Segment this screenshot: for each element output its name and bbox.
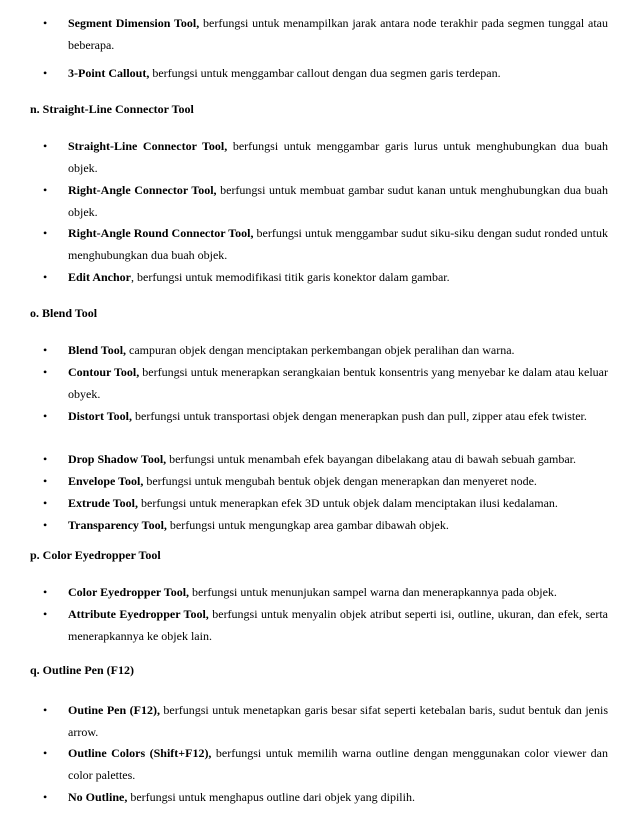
item-description: berfungsi untuk menghapus outline dari objek yang dipilih.: [127, 790, 415, 804]
item-term: Right-Angle Round Connector Tool,: [68, 226, 254, 240]
list-item: [68, 492, 608, 514]
item-term: Right-Angle Connector Tool,: [68, 183, 217, 197]
list-item: [68, 135, 608, 179]
item-term: Blend Tool,: [68, 343, 127, 357]
item-description: berfungsi untuk mengubah bentuk objek dengan menerapkan dan menyeret node.: [143, 474, 537, 488]
list-item: [68, 361, 608, 405]
item-term: Color Eyedropper Tool,: [68, 585, 190, 599]
item-description: campuran objek dengan menciptakan perkembangan objek peralihan dan warna.: [126, 343, 515, 357]
item-description: berfungsi untuk memilih warna outline dengan menggunakan color viewer dan color palettes.: [68, 746, 608, 782]
item-description: berfungsi untuk menunjukan sampel warna dan menerapkannya pada objek.: [189, 585, 557, 599]
list-item: [68, 339, 608, 361]
item-term: Attribute Eyedropper Tool,: [68, 607, 209, 621]
list-item: [68, 266, 608, 288]
item-description: berfungsi untuk menggambar callout dengan dua segmen garis terdepan.: [149, 66, 501, 80]
list-item: [68, 470, 608, 492]
item-description: berfungsi untuk menerapkan serangkaian bentuk konsentris yang menyebar ke dalam atau keluar obyek.: [68, 365, 608, 401]
list-item: [68, 222, 608, 266]
item-term: Edit Anchor: [68, 270, 132, 284]
item-description: , berfungsi untuk memodifikasi titik garis konektor dalam gambar.: [131, 270, 450, 284]
item-description: berfungsi untuk menggambar garis lurus untuk menghubungkan dua buah objek.: [68, 139, 608, 175]
item-term: Segment Dimension Tool,: [68, 16, 200, 30]
list-item: [68, 12, 608, 56]
item-description: berfungsi untuk mengungkap area gambar dibawah objek.: [166, 518, 449, 532]
section-heading: p. Color Eyedropper Tool: [30, 548, 161, 562]
list-item: [68, 603, 608, 647]
item-term: Distort Tool,: [68, 409, 133, 423]
list-item: [68, 448, 608, 470]
item-term: Envelope Tool,: [68, 474, 144, 488]
item-term: Outine Pen (F12),: [68, 703, 160, 717]
item-term: Straight-Line Connector Tool,: [68, 139, 228, 153]
section-heading: n. Straight-Line Connector Tool: [30, 102, 194, 116]
list-item: [68, 405, 608, 427]
item-term: 3-Point Callout,: [68, 66, 150, 80]
list-item: [68, 62, 608, 84]
item-term: Contour Tool,: [68, 365, 140, 379]
item-description: berfungsi untuk membuat gambar sudut kanan untuk menghubungkan dua buah objek.: [68, 183, 608, 219]
item-description: berfungsi untuk menyalin objek atribut seperti isi, outline, ukuran, dan efek, serta menerapkannya ke objek lain.: [68, 607, 608, 643]
item-description: berfungsi untuk menambah efek bayangan dibelakang atau di bawah sebuah gambar.: [166, 452, 577, 466]
item-description: berfungsi untuk transportasi objek dengan menerapkan push dan pull, zipper atau efek twister.: [132, 409, 587, 423]
item-term: No Outline,: [68, 790, 128, 804]
item-description: berfungsi untuk menampilkan jarak antara node terakhir pada segmen tunggal atau beberapa.: [68, 16, 608, 52]
list-item: [68, 742, 608, 786]
list-item: [68, 786, 608, 808]
item-description: berfungsi untuk menggambar sudut siku-siku dengan sudut ronded untuk menghubungkan dua buah objek.: [68, 226, 608, 262]
list-item: [68, 514, 608, 536]
item-term: Outline Colors (Shift+F12),: [68, 746, 212, 760]
item-term: Extrude Tool,: [68, 496, 139, 510]
list-item: [68, 581, 608, 603]
section-heading: o. Blend Tool: [30, 306, 98, 320]
item-description: berfungsi untuk menerapkan efek 3D untuk objek dalam menciptakan ilusi kedalaman.: [138, 496, 558, 510]
section-heading: q. Outline Pen (F12): [30, 663, 134, 677]
item-term: Drop Shadow Tool,: [68, 452, 167, 466]
item-description: berfungsi untuk menetapkan garis besar sifat seperti ketebalan baris, sudut bentuk dan jenis arrow.: [68, 703, 609, 739]
list-item: [68, 179, 608, 223]
item-term: Transparency Tool,: [68, 518, 167, 532]
list-item: [68, 699, 608, 743]
